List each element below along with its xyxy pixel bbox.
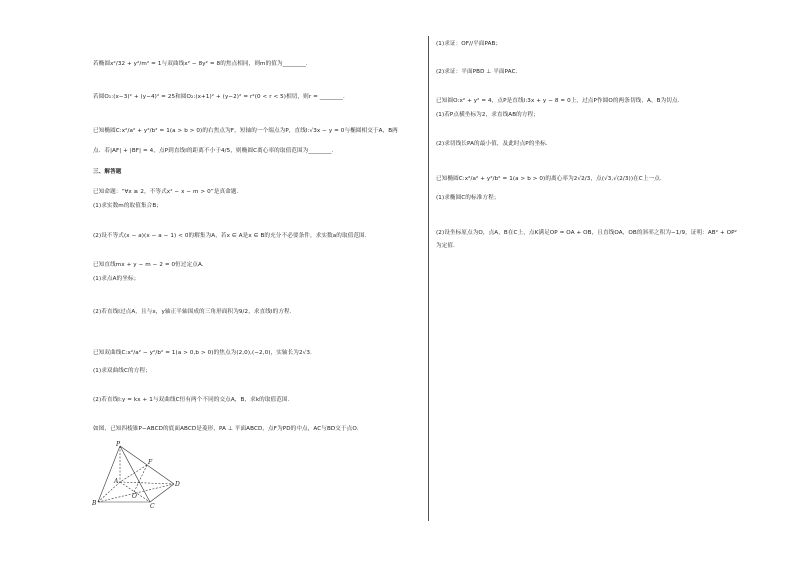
label-o: O [132, 493, 137, 500]
q3-part2: (2)若直线l:y = kx + 1与双曲线C恒有两个不同的交点A，B，求k的取值范围. [93, 397, 290, 403]
q4-part1: (1)求证：OF//平面PAB； [436, 41, 502, 47]
label-c: C [150, 503, 155, 508]
column-divider [428, 36, 429, 521]
question-ellipse-focus-line1: 已知椭圆C:x²/a² + y²/b² = 1(a > b > 0)的右焦点为F，短轴的一个端点为P，直线l:√3x − y = 0与椭圆相交于A，B两 [93, 128, 398, 134]
q5-part1: (1)若P点横坐标为2，求直线AB的方程； [436, 112, 539, 118]
q6-part2-end: 为定值. [436, 243, 455, 249]
q1-part2: (2)设不等式(x − a)(x − a − 1) < 0的解集为A，若x ∈ A是x ∈ B的充分不必要条件，求实数a的取值范围. [93, 233, 367, 239]
q5-part2: (2)求切线长PA的最小值，及此时点P的坐标. [436, 141, 548, 147]
label-a: A [114, 478, 119, 485]
q2-part1: (1)求点A的坐标； [93, 276, 140, 282]
q1-part1: (1)求实数m的取值集合B； [93, 203, 162, 209]
label-d: D [175, 481, 180, 488]
section-title: 三、解答题 [93, 169, 122, 175]
q3-statement: 已知双曲线C:x²/a² − y²/b² = 1(a > 0,b > 0)的焦点为(2,0),(−2,0)，实轴长为2√3. [93, 350, 312, 356]
q2-statement: 已知直线mx + y − m − 2 = 0恒过定点A. [93, 262, 204, 268]
label-p: P [116, 441, 121, 448]
q1-statement: 已知命题：“∀x ≥ 2，不等式x² − x − m > 0”是真命题. [93, 189, 239, 195]
q4-part2: (2)求证：平面PBD ⊥ 平面PAC. [436, 69, 518, 75]
q6-part1: (1)求椭圆C的标准方程； [436, 195, 500, 201]
question-ellipse-focus-line2: 点．若|AF| + |BF| = 4，点P到直线l的距离不小于4/5，则椭圆C离心率的取值范围为________. [93, 148, 334, 154]
q6-statement: 已知椭圆C:x²/a² + y²/b² = 1(a > b > 0)的离心率为2√2/3，点(√3,√(2/3))在C上一点. [436, 176, 662, 182]
q4-statement: 如图，已知四棱锥P−ABCD的底面ABCD是菱形，PA ⊥ 平面ABCD，点F为PD的中点，AC与BD交于点O. [93, 426, 359, 432]
q2-part2: (2)若直线l过点A，且与x，y轴正半轴围成的三角形面积为9/2，求直线l的方程. [93, 309, 292, 315]
q6-part2: (2)设坐标原点为O，点A，B在C上，点K满足OP = OA + OB，且直线OA，OB的斜率之积为−1/9，证明：AB² + OP² [436, 230, 737, 236]
question-ellipse-hyperbola: 若椭圆x²/32 + y²/m² = 1与双曲线x² − 8y² = 8的焦点相同，则m的值为________. [93, 61, 308, 67]
label-b: B [92, 500, 97, 507]
pyramid-figure [92, 440, 182, 508]
q3-part1: (1)求双曲线C的方程； [93, 368, 151, 374]
q5-statement: 已知圆O:x² + y² = 4，点P是直线l:3x + y − 8 = 0上，过点P作圆O的两条切线，A，B为切点. [436, 98, 680, 104]
label-f: F [148, 459, 153, 466]
question-circles-tangent: 若圆O₁:(x−3)² + (y−4)² = 25和圆O₂:(x+1)² + (y−2)² = r²(0 < r < 5)相切，则r = ________. [93, 94, 345, 100]
